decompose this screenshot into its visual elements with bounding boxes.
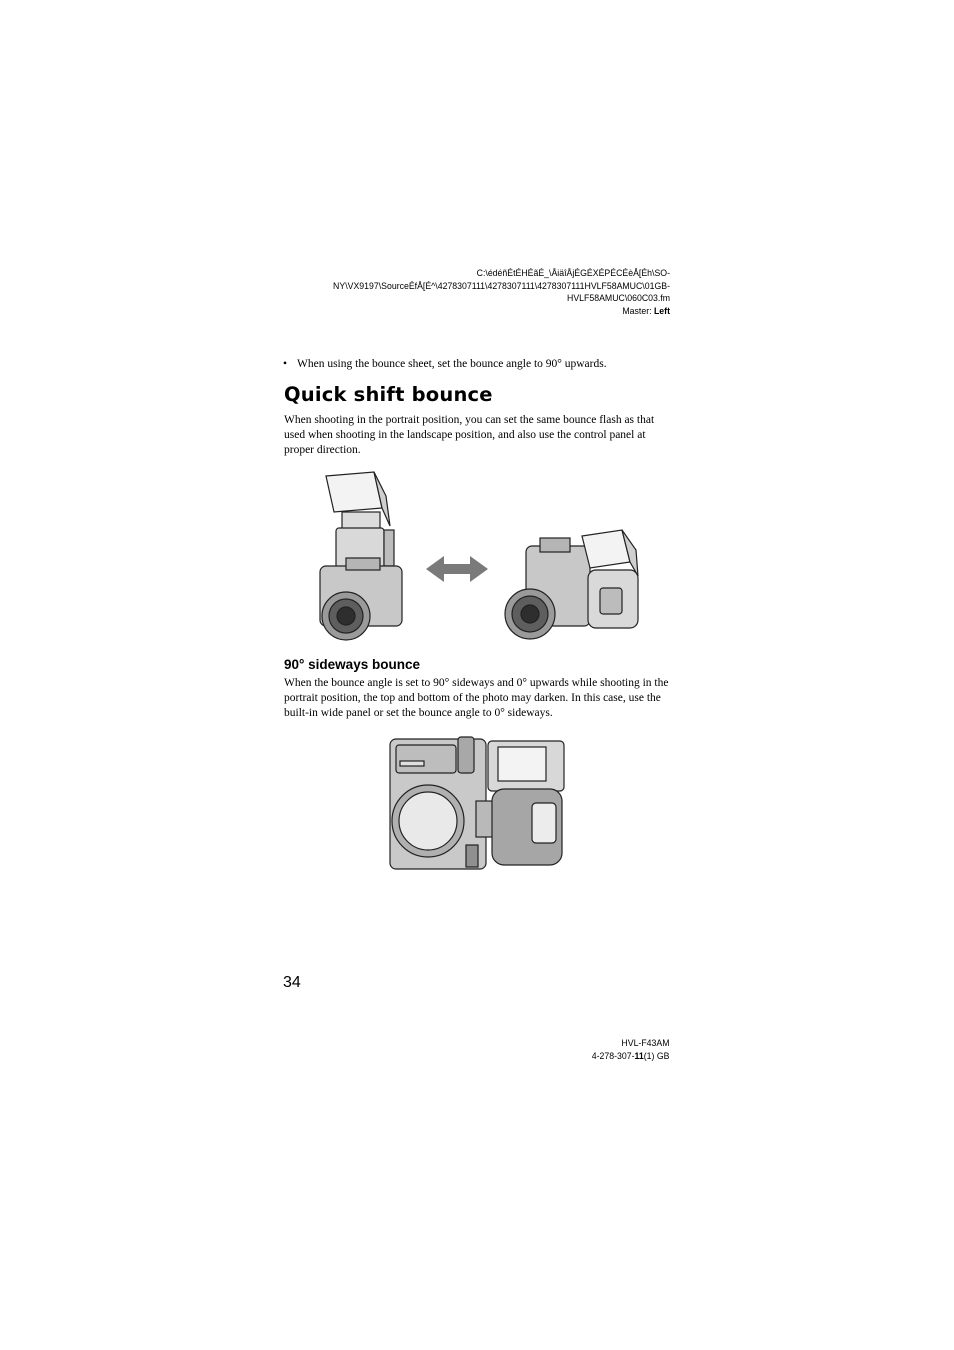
camera-front-flash-illustration	[388, 733, 568, 875]
section-paragraph	[284, 413, 684, 458]
camera-portrait-icon	[505, 530, 638, 639]
section-title: Quick shift bounce	[284, 383, 493, 406]
subsection-paragraph	[284, 676, 684, 721]
paragraph-line: When the bounce angle is set to 90° sideways and 0° upwards while shooting in the	[284, 677, 669, 689]
footer-model-code	[592, 1038, 670, 1063]
footer-code: 4-278-307-11(1) GB	[592, 1050, 670, 1062]
paragraph-line: used when shooting in the landscape position, and also use the control panel at	[284, 429, 646, 441]
sideways-bounce-illustration	[388, 733, 568, 875]
quick-shift-illustration	[312, 466, 652, 641]
bullet-text: When using the bounce sheet, set the bounce angle to 90° upwards.	[297, 358, 607, 370]
footer-model: HVL-F43AM	[621, 1038, 670, 1049]
camera-flash-illustration	[312, 466, 652, 641]
paragraph-line: When shooting in the portrait position, you can set the same bounce flash as that	[284, 414, 655, 426]
camera-landscape-icon	[320, 472, 402, 640]
bullet-marker: •	[283, 358, 288, 370]
double-arrow-icon	[426, 556, 488, 582]
header-path-line: NY\VX9197\SourceÉfÅ[É^\4278307111\4278307111\4278307111HVLF58AMUC\01GB-	[333, 280, 670, 292]
header-master: Master: Left	[622, 305, 670, 317]
paragraph-line: built-in wide panel or set the bounce angle to 0° sideways.	[284, 707, 553, 719]
header-path-line: C:\édéñÉtÉHÉãÉ_\ÅiäîÅjÉGÉXÉPÉCÉèÅ[Éh\SO-	[476, 268, 670, 279]
header-file-path	[284, 268, 670, 318]
bullet-note	[283, 357, 683, 372]
page-number: 34	[283, 974, 301, 991]
paragraph-line: proper direction.	[284, 444, 361, 456]
subsection-title: 90° sideways bounce	[284, 657, 420, 672]
paragraph-line: portrait position, the top and bottom of the photo may darken. In this case, use the	[284, 692, 661, 704]
header-path-line: HVLF58AMUC\060C03.fm	[567, 293, 670, 304]
